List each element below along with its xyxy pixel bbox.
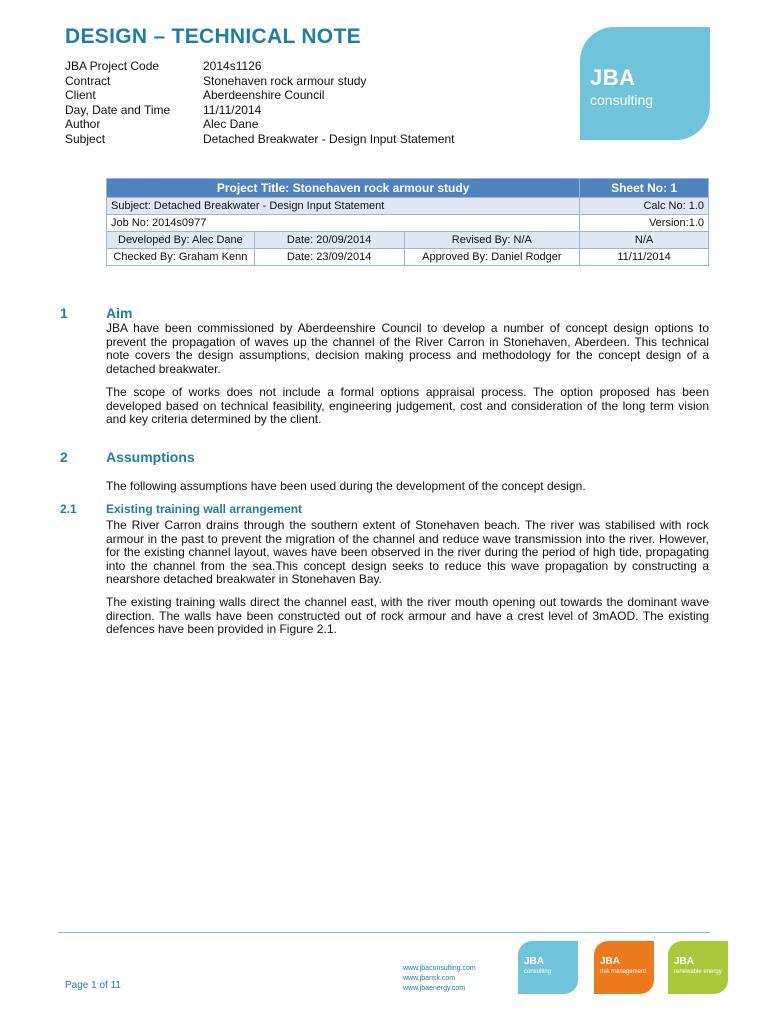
approved-date-cell: 11/11/2014	[580, 249, 709, 266]
meta-value: 11/11/2014	[203, 102, 262, 117]
jba-risk-management-tile	[594, 941, 654, 994]
jba-consulting-tile	[518, 941, 578, 994]
meta-value: Stonehaven rock armour study	[203, 73, 367, 88]
section-title: Aim	[106, 305, 133, 321]
subsection-number: 2.1	[60, 502, 77, 516]
tile-subtitle: risk management	[600, 969, 647, 975]
calc-number-cell: Calc No: 1.0	[580, 198, 709, 215]
meta-block	[65, 59, 454, 146]
project-title-cell: Project Title: Stonehaven rock armour study	[107, 179, 580, 198]
revised-value-cell: N/A	[580, 232, 709, 249]
version-cell: Version:1.0	[580, 215, 709, 232]
job-number-cell: Job No: 2014s0977	[107, 215, 580, 232]
meta-row-date	[65, 103, 454, 118]
logo-brand: JBA	[590, 65, 636, 90]
project-info-table	[106, 178, 709, 266]
page-number: Page 1 of 11	[65, 980, 121, 991]
footer-links	[403, 964, 476, 994]
jba-renewable-energy-tile	[668, 941, 728, 994]
developed-date-cell: Date: 20/09/2014	[254, 232, 404, 249]
table-row	[107, 232, 709, 249]
meta-label: Client	[65, 88, 96, 102]
subsection-title: Existing training wall arrangement	[106, 502, 303, 516]
checked-date-cell: Date: 23/09/2014	[254, 249, 404, 266]
meta-label: Day, Date and Time	[65, 102, 171, 117]
section-number: 1	[60, 305, 68, 321]
document-title: DESIGN – TECHNICAL NOTE	[65, 25, 361, 48]
jba-consulting-logo	[580, 27, 710, 140]
paragraph: The River Carron drains through the southern extent of Stonehaven beach. The river was stabilised with rock armour in the past to prevent the migration of the channel and reduce wave transmission into the river. However, for the existing channel layout, waves have been observed in the river during the period of high tide, propagating into the channel from the sea.This concept design seeks to reduce this wave propagation by constructing a nearshore detached breakwater in Stonehaven Bay.	[106, 518, 709, 587]
tile-subtitle: consulting	[524, 969, 552, 975]
developed-by-cell: Developed By: Alec Dane	[107, 232, 255, 249]
table-row	[107, 215, 709, 232]
meta-label: Author	[65, 117, 101, 131]
footer-link[interactable]: www.jbaconsulting.com	[403, 965, 476, 972]
approved-by-cell: Approved By: Daniel Rodger	[404, 249, 580, 266]
paragraph: The existing training walls direct the channel east, with the river mouth opening out towards the dominant wave direction. The walls have been constructed out of rock armour and have a crest level of 3mAOD. The existing defences have been provided in Figure 2.1.	[106, 595, 709, 637]
meta-label: JBA Project Code	[65, 59, 160, 73]
footer-link[interactable]: www.jbaenergy.com	[403, 985, 466, 992]
paragraph: The scope of works does not include a formal options appraisal process. The option proposed has been developed based on technical feasibility, engineering judgement, cost and consideration of the long term vision and key criteria determined by the client.	[106, 385, 709, 427]
revised-by-cell: Revised By: N/A	[404, 232, 580, 249]
meta-value: Alec Dane	[203, 117, 259, 131]
meta-row-contract	[65, 74, 454, 89]
meta-value: Aberdeenshire Council	[203, 88, 325, 102]
tile-brand: JBA	[600, 956, 621, 967]
meta-row-subject	[65, 132, 454, 147]
section-number: 2	[60, 449, 68, 465]
footer-link[interactable]: www.jbarisk.com	[403, 975, 456, 982]
meta-row-client	[65, 88, 454, 103]
meta-row-author	[65, 117, 454, 132]
meta-label: Subject	[65, 131, 106, 146]
tile-brand: JBA	[674, 956, 695, 967]
subject-cell: Subject: Detached Breakwater - Design Input Statement	[107, 198, 580, 215]
meta-label: Contract	[65, 73, 111, 88]
table-header-row	[107, 179, 709, 198]
table-row	[107, 249, 709, 266]
meta-row-project-code	[65, 59, 454, 74]
checked-by-cell: Checked By: Graham Kenn	[107, 249, 255, 266]
paragraph: The following assumptions have been used during the development of the concept design.	[106, 479, 586, 493]
section-title: Assumptions	[106, 449, 195, 465]
footer-divider	[58, 932, 710, 933]
logo-tagline: consulting	[590, 92, 654, 108]
sheet-number-cell: Sheet No: 1	[580, 179, 709, 198]
meta-value: 2014s1126	[203, 59, 262, 73]
paragraph: JBA have been commissioned by Aberdeenshire Council to develop a number of concept design options to prevent the propagation of waves up the channel of the River Carron in Stonehaven, Aberdeen. This technical note covers the design assumptions, decision making process and methodology for the concept design of a detached breakwater.	[106, 321, 709, 376]
tile-subtitle: renewable energy	[674, 969, 722, 975]
meta-value: Detached Breakwater - Design Input Statement	[203, 131, 455, 146]
tile-brand: JBA	[524, 956, 545, 967]
table-row	[107, 198, 709, 215]
